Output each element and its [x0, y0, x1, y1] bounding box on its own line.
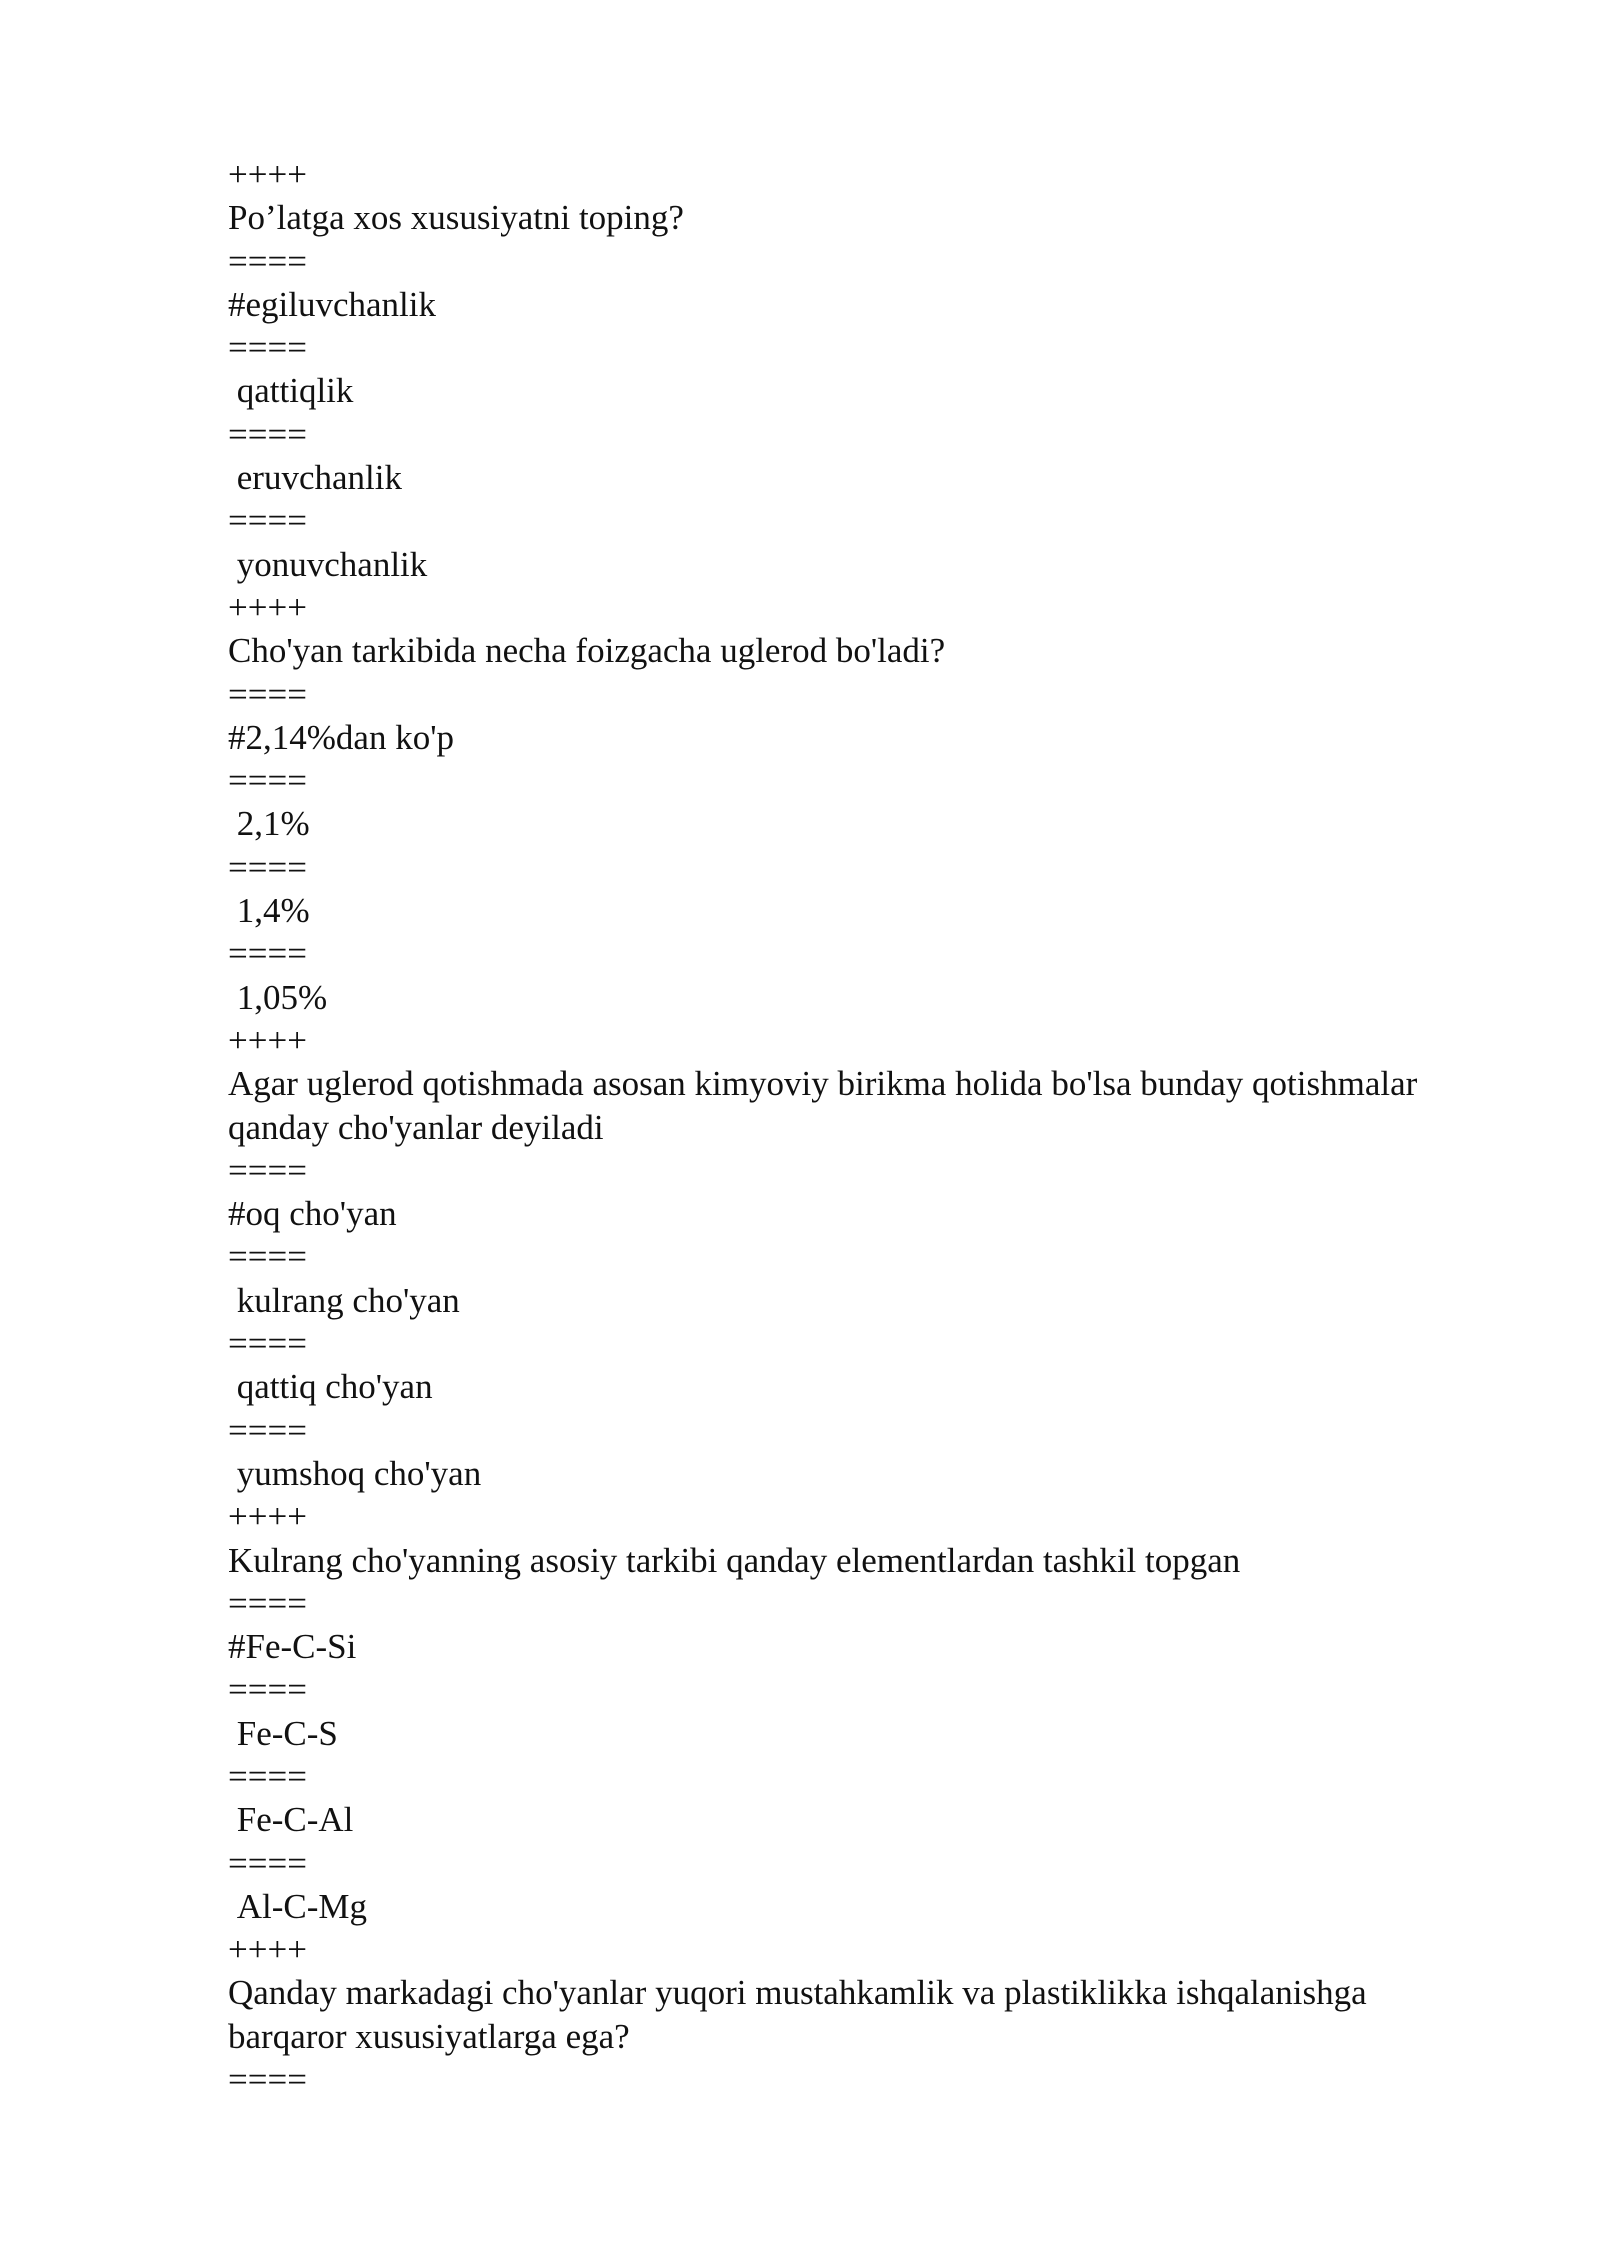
- answer-option: qattiq cho'yan: [228, 1367, 433, 1407]
- question-text: Qanday markadagi cho'yanlar yuqori mustahkamlik va plastiklikka ishqalanishga barqaror xususiyatlarga ega?: [228, 1973, 1367, 2056]
- answer-option: #2,14%dan ko'p: [228, 717, 454, 757]
- separator-line: ++++: [228, 1930, 307, 1970]
- separator-line: ====: [228, 501, 307, 541]
- answer-option: #oq cho'yan: [228, 1194, 397, 1234]
- separator-line: ====: [228, 1583, 307, 1623]
- separator-line: ====: [228, 1150, 307, 1190]
- answer-option: Al-C-Mg: [228, 1886, 368, 1926]
- answer-option: Fe-C-S: [228, 1713, 338, 1753]
- separator-line: ====: [228, 761, 307, 801]
- answer-option: kulrang cho'yan: [228, 1280, 460, 1320]
- question-text: Agar uglerod qotishmada asosan kimyoviy birikma holida bo'lsa bunday qotishmalar qanday cho'yanlar deyiladi: [228, 1064, 1418, 1147]
- separator-line: ====: [228, 1410, 307, 1450]
- answer-option: eruvchanlik: [228, 458, 402, 498]
- separator-line: ====: [228, 1670, 307, 1710]
- separator-line: ====: [228, 847, 307, 887]
- answer-option: #egiluvchanlik: [228, 284, 437, 324]
- answer-option: 2,1%: [228, 804, 310, 844]
- separator-line: ====: [228, 1237, 307, 1277]
- separator-line: ++++: [228, 155, 307, 194]
- separator-line: ++++: [228, 1497, 307, 1537]
- answer-option: yonuvchanlik: [228, 544, 428, 584]
- answer-option: 1,4%: [228, 891, 310, 931]
- answer-option: 1,05%: [228, 977, 328, 1017]
- separator-line: ====: [228, 241, 307, 281]
- separator-line: ====: [228, 934, 307, 974]
- answer-option: Fe-C-Al: [228, 1800, 354, 1840]
- question-text: Po’latga xos xususiyatni toping?: [228, 198, 684, 238]
- answer-option: yumshoq cho'yan: [228, 1453, 482, 1493]
- separator-line: ++++: [228, 587, 307, 627]
- separator-line: ====: [228, 414, 307, 454]
- separator-line: ====: [228, 1324, 307, 1364]
- separator-line: ====: [228, 2060, 307, 2100]
- question-text: Cho'yan tarkibida necha foizgacha uglerod bo'ladi?: [228, 631, 946, 671]
- answer-option: #Fe-C-Si: [228, 1627, 357, 1667]
- document-text: [228, 153, 1488, 2101]
- question-text: Kulrang cho'yanning asosiy tarkibi qanday elementlardan tashkil topgan: [228, 1540, 1241, 1580]
- separator-line: ====: [228, 1843, 307, 1883]
- separator-line: ====: [228, 674, 307, 714]
- separator-line: ====: [228, 328, 307, 368]
- answer-option: qattiqlik: [228, 371, 354, 411]
- separator-line: ++++: [228, 1020, 307, 1060]
- separator-line: ====: [228, 1756, 307, 1796]
